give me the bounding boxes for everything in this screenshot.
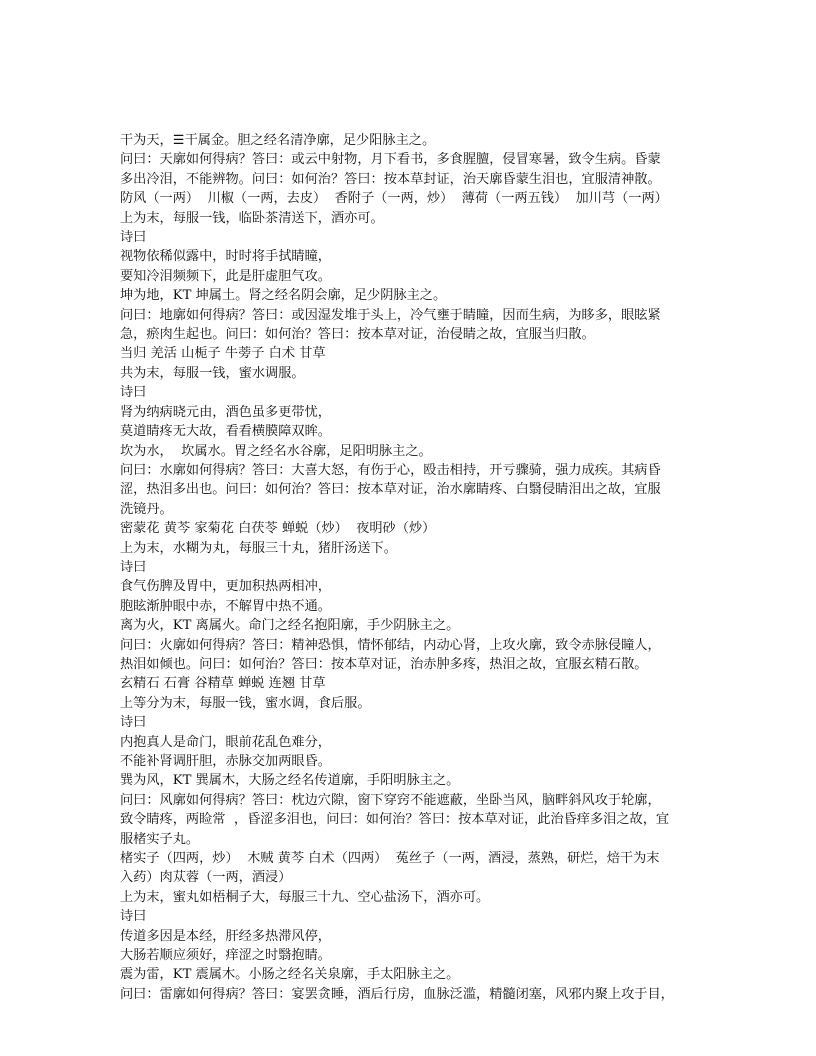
text-line: 食气伤脾及胃中，更加积热两相冲， [120, 579, 331, 595]
text-line: 巽为风，KT 巽属木，大肠之经名传道廓，手阳明脉主之。 [120, 773, 460, 789]
text-line: 玄精石 石膏 谷精草 蝉蜕 连翘 甘草 [120, 676, 326, 692]
text-line: 问曰：水廓如何得病？答曰：大喜大怒，有伤于心，殴击相持，开亏骤骑，强力成疾。其病昏 [120, 462, 661, 478]
text-line: 涩，热泪多出也。问曰：如何治？答曰：按本草对证，治水廓睛疼、白翳侵睛泪出之故，宜服 [120, 482, 661, 498]
text-line: 诗曰 [120, 715, 147, 731]
text-line: 问曰：风廓如何得病？答曰：枕边穴隙，窗下穿窍不能遮蔽，坐卧当风，脑畔斜风攻于轮廓， [120, 792, 661, 808]
text-line: 上为末，水糊为丸，每服三十丸，猪肝汤送下。 [120, 540, 397, 556]
text-line: 热泪如倾也。问曰：如何治？答曰：按本草对证，治赤肿多疼，热泪之故，宜服玄精石散。 [120, 656, 648, 672]
text-line: 问曰：雷廓如何得病？答曰：宴罢贪睡，酒后行房，血脉泛滥，精髓闭塞，风邪内聚上攻于目， [120, 986, 674, 1002]
text-line: 视物依稀似露中，时时将手拭睛瞳， [120, 249, 331, 265]
text-line: 问曰：火廓如何得病？答曰：精神恐惧，情怀郁结，内动心肾，上攻火廓，致令赤脉侵瞳人， [120, 637, 661, 653]
text-line: 要知冷泪频频下，此是肝虚胆气攻。 [120, 268, 331, 284]
text-line: 当归 羌活 山栀子 牛蒡子 白术 甘草 [120, 346, 326, 362]
text-line: 上为末，每服一钱，临卧茶清送下，酒亦可。 [120, 210, 384, 226]
text-line: 莫道睛疼无大故，看看横膜障双眸。 [120, 424, 331, 440]
text-line: 楮实子（四两，炒） 木贼 黄芩 白术（四两） 菟丝子（一两，酒浸，蒸熟，研烂，焙干为末 [120, 851, 660, 867]
text-line: 多出冷泪，不能辨物。问曰：如何治？答曰：按本草封证，治天廓昏蒙生泪也，宜服清神散。 [120, 171, 661, 187]
text-line: 不能补肾调肝胆，赤脉交加两眼昏。 [120, 754, 331, 769]
text-line: 传道多因是本经，肝经多热滞风停， [120, 928, 331, 944]
text-line: 入药）肉苁蓉（一两，酒浸） [120, 870, 292, 886]
text-line: 致令睛疼，两睑常 ，昏涩多泪也，问曰：如何治？答曰：按本草对证，此治昏痒多泪之故，宜 [120, 812, 670, 828]
text-line: 洗镜丹。 [120, 501, 173, 517]
text-line: 密蒙花 黄芩 家菊花 白茯苓 蝉蜕（炒） 夜明砂（炒） [120, 521, 436, 537]
text-line: 诗曰 [120, 385, 147, 401]
text-line: 胞眩渐肿眼中赤，不解胃中热不通。 [120, 598, 331, 614]
text-line: 震为雷，KT 震属木。小肠之经名关泉廓，手太阳脉主之。 [120, 967, 460, 983]
text-line: 诗曰 [120, 559, 147, 575]
text-line: 离为火，KT 离属火。命门之经名抱阳廓，手少阴脉主之。 [120, 618, 460, 634]
text-line: 内抱真人是命门，眼前花乱色难分， [120, 734, 331, 750]
text-line: 急，瘀肉生起也。问曰：如何治？答曰：按本草对证，治侵睛之故，宜服当归散。 [120, 327, 595, 343]
text-line: 肾为纳病晓元由，酒色虽多更带忧， [120, 404, 331, 420]
text-line: 坤为地，KT 坤属土。肾之经名阴会廓，足少阴脉主之。 [120, 288, 447, 304]
text-line: 共为末，每服一钱，蜜水调服。 [120, 365, 305, 381]
text-line: 大肠若顺应须好，痒涩之时翳抱睛。 [120, 948, 331, 964]
document-page [120, 131, 700, 1004]
text-line: 防风（一两） 川椒（一两，去皮） 香附子（一两，炒） 薄荷（一两五钱） 加川芎（一两） [120, 191, 668, 207]
text-line: 问曰：地廓如何得病？答曰：或因湿发堆于头上，冷气壅于睛瞳，因而生病，为眵多，眼眩紧 [120, 307, 661, 323]
text-line: 上为末，蜜丸如梧桐子大，每服三十九、空心盐汤下，酒亦可。 [120, 889, 490, 905]
text-line: 服楮实子丸。 [120, 831, 200, 847]
text-line: 问曰：天廓如何得病？答曰：或云中射物，月下看书，多食腥膻，侵冒寒暑，致令生病。昏蒙 [120, 152, 661, 168]
text-line: 诗曰 [120, 909, 147, 925]
text-line: 诗曰 [120, 230, 147, 246]
text-line: 上等分为末，每服一钱，蜜水调，食后服。 [120, 695, 371, 711]
text-line: 干为天，☰干属金。胆之经名清净廓，足少阳脉主之。 [120, 133, 436, 148]
text-line: 坎为水， 坎属水。胃之经名水谷廓，足阳明脉主之。 [120, 443, 432, 459]
